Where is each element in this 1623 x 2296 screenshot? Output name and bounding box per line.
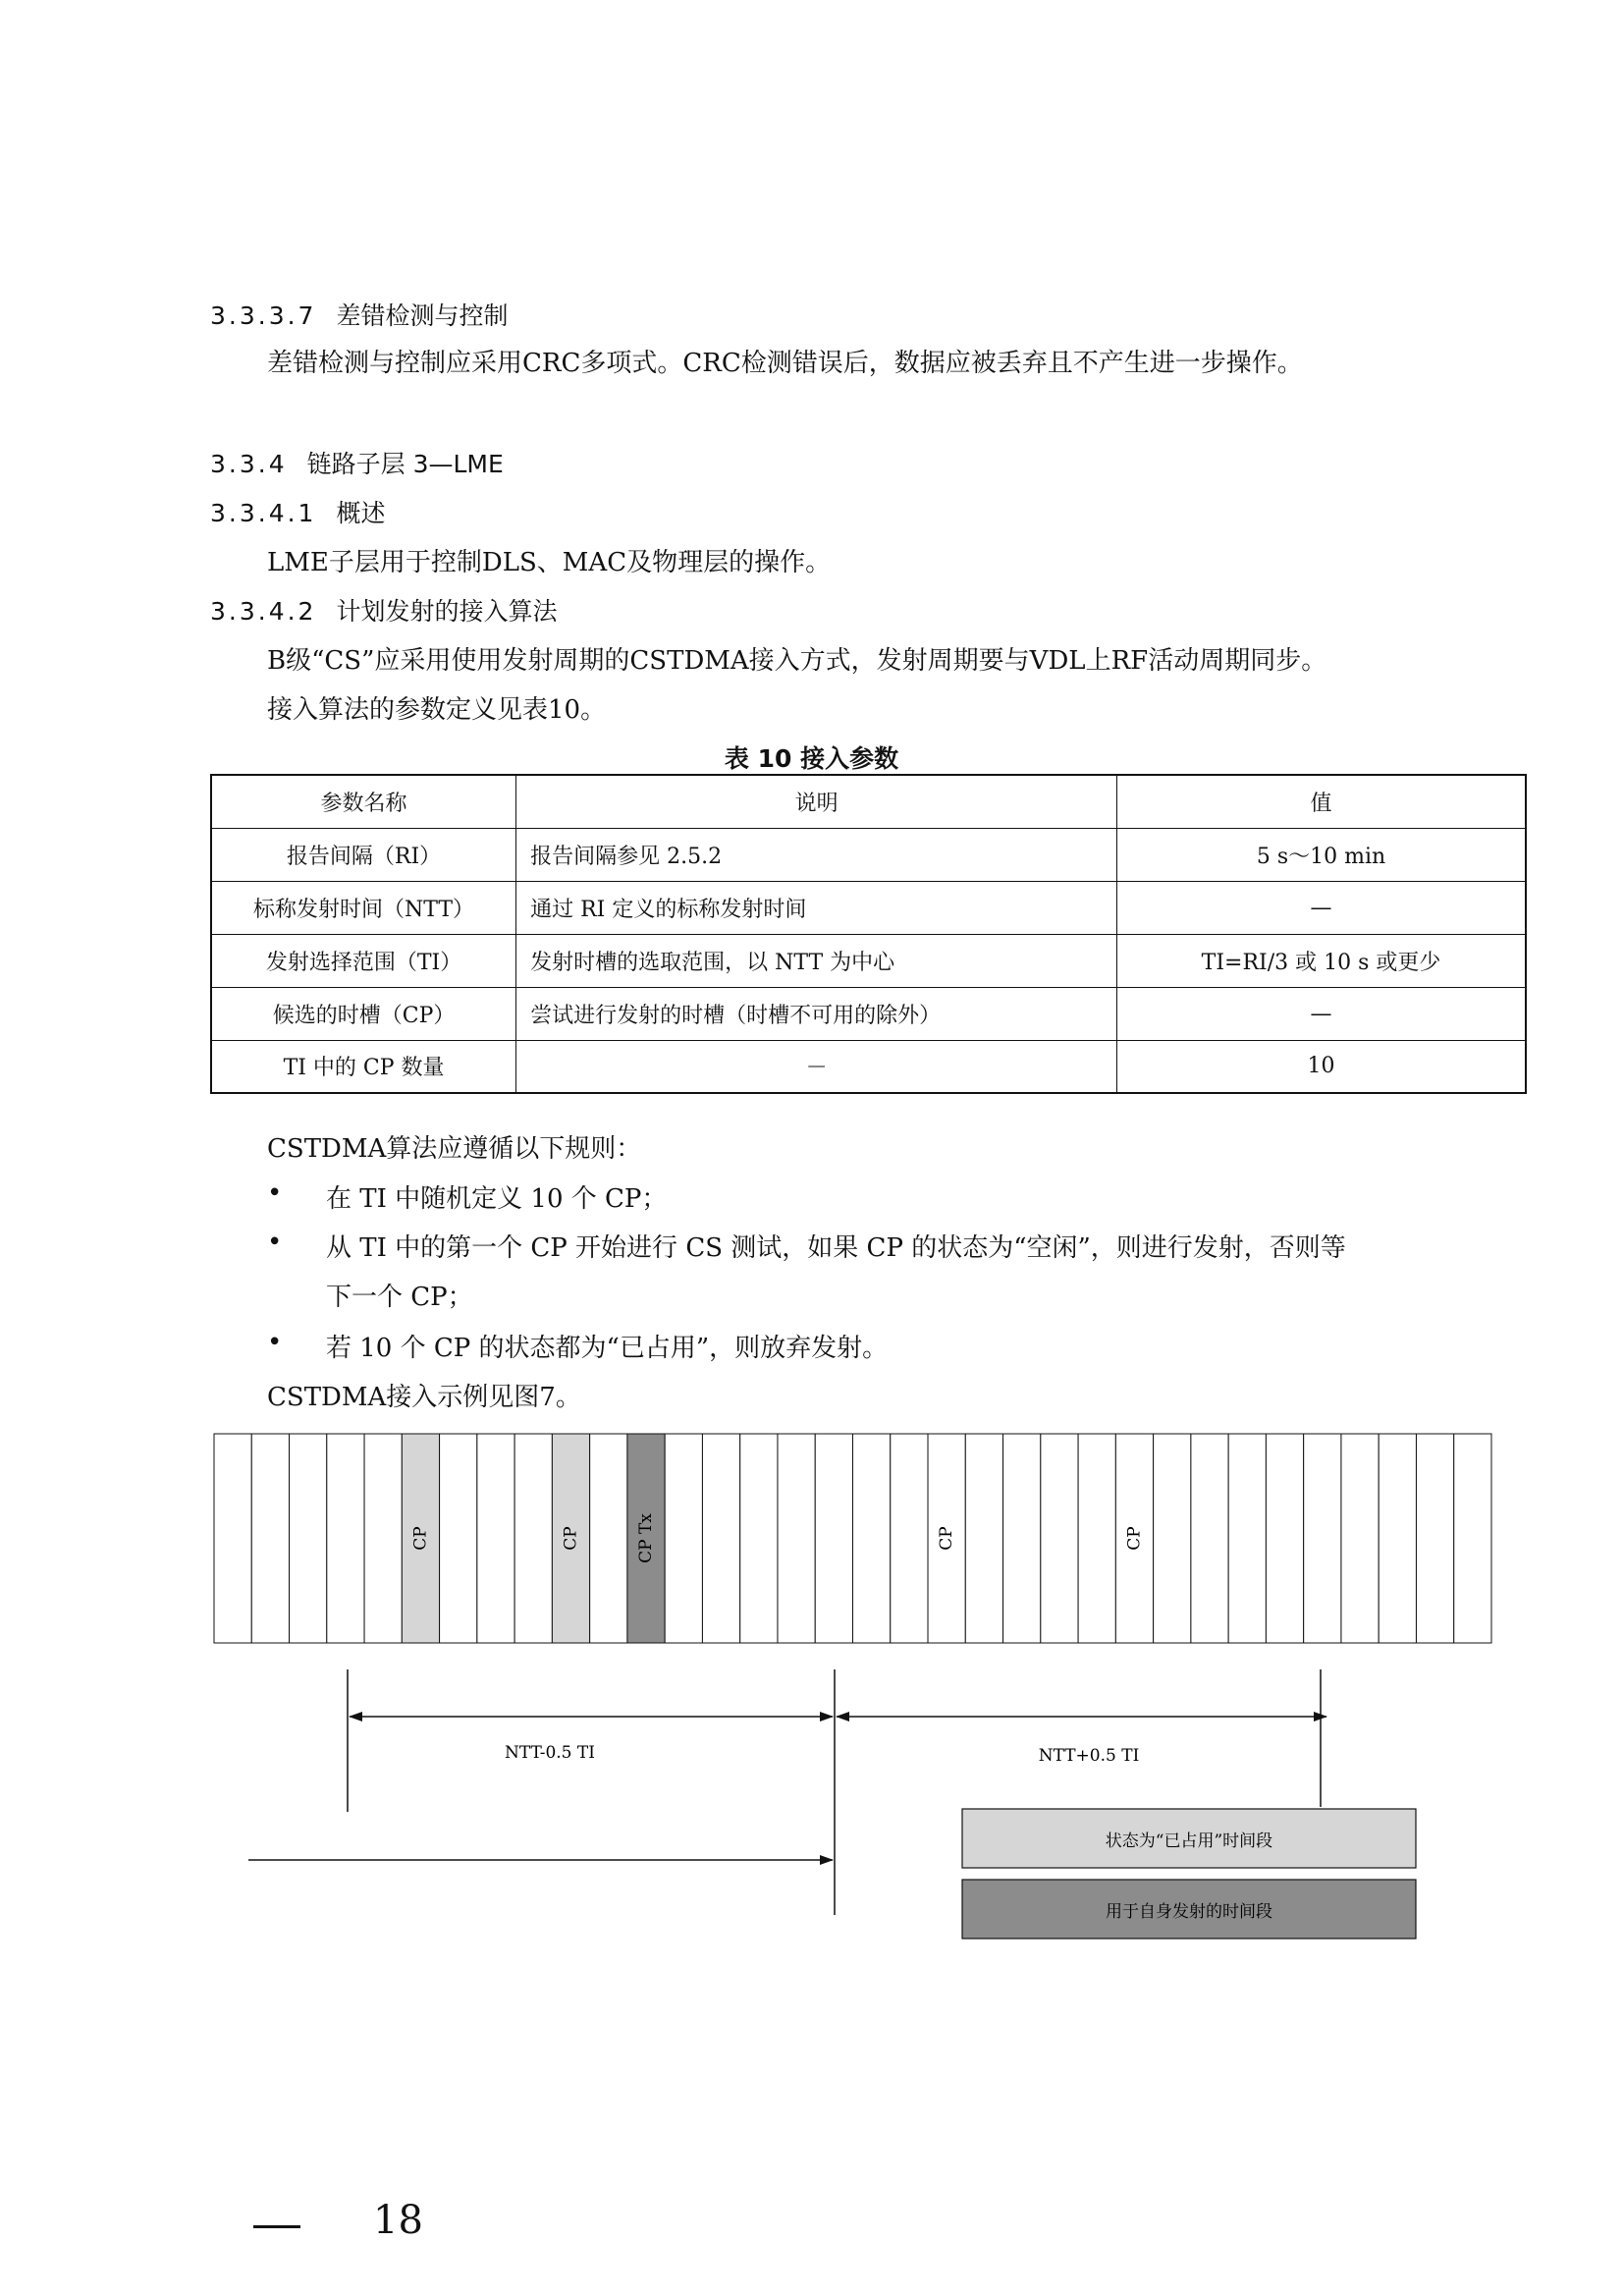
- table-cell: 标称发射时间（NTT）: [211, 881, 516, 934]
- header-cell: 说明: [516, 775, 1117, 828]
- time-slot: [477, 1434, 514, 1643]
- time-slot: [1304, 1434, 1341, 1643]
- slot-label: CP: [1124, 1526, 1145, 1551]
- time-slot-strip: [214, 1434, 1491, 1643]
- time-slot: [1341, 1434, 1379, 1643]
- time-slot: [853, 1434, 891, 1643]
- time-slot: [1191, 1434, 1228, 1643]
- table-cell: －: [516, 1040, 1117, 1093]
- paragraph-cstdma-access: B级“CS”应采用使用发射周期的CSTDMA接入方式，发射周期要与VDL上RF活动周期同步。: [267, 646, 1327, 676]
- table-cell: TI=RI/3 或 10 s 或更少: [1117, 934, 1526, 987]
- header-cell: 参数名称: [211, 775, 516, 828]
- time-slot: [1266, 1434, 1303, 1643]
- section-title: 差错检测与控制: [336, 301, 509, 330]
- time-slot: [364, 1434, 402, 1643]
- time-slot: [702, 1434, 739, 1643]
- header-cell: 值: [1117, 775, 1526, 828]
- legend-occupied-label: 状态为“已占用”时间段: [1105, 1831, 1273, 1851]
- section-title: 计划发射的接入算法: [336, 597, 558, 626]
- rule-item: 在 TI 中随机定义 10 个 CP；: [326, 1184, 668, 1214]
- page-number: 18: [373, 2198, 423, 2243]
- table-cell: 10: [1117, 1040, 1526, 1093]
- time-slot: [891, 1434, 928, 1643]
- table-cell: 发射选择范围（TI）: [211, 934, 516, 987]
- time-slot: [815, 1434, 852, 1643]
- time-slot: [251, 1434, 289, 1643]
- time-slot: [1041, 1434, 1078, 1643]
- table-cell: 候选的时槽（CP）: [211, 987, 516, 1040]
- time-slot: [1154, 1434, 1191, 1643]
- table-cell: TI 中的 CP 数量: [211, 1040, 516, 1093]
- bullet-marker: •: [267, 1328, 283, 1357]
- table-caption: 表 10 接入参数: [724, 744, 899, 773]
- rule-item: 若 10 个 CP 的状态都为“已占用”，则放弃发射。: [326, 1334, 889, 1363]
- time-slot: [214, 1434, 251, 1643]
- ntt-plus-label: NTT+0.5 TI: [1038, 1746, 1140, 1766]
- slot-label: CP: [937, 1526, 957, 1551]
- paragraph-lme-overview: LME子层用于控制DLS、MAC及物理层的操作。: [267, 548, 832, 577]
- section-title: 概述: [336, 499, 386, 527]
- time-slot: [1416, 1434, 1453, 1643]
- section-number: 3.3.4.2: [210, 597, 317, 626]
- time-slot: [778, 1434, 815, 1643]
- table-cell: 尝试进行发射的时槽（时槽不可用的除外）: [516, 987, 1117, 1040]
- section-number: 3.3.3.7: [210, 301, 317, 330]
- time-slot: [1003, 1434, 1041, 1643]
- paragraph-error-control: 差错检测与控制应采用CRC多项式。CRC检测错误后，数据应被丢弃且不产生进一步操作。: [267, 349, 1303, 378]
- slot-label: CP: [410, 1526, 431, 1551]
- table-cell: 5 s～10 min: [1117, 828, 1526, 881]
- rule-item-continuation: 下一个 CP；: [326, 1283, 473, 1312]
- time-slot: [1379, 1434, 1416, 1643]
- bullet-marker: •: [267, 1178, 283, 1208]
- rule-item: 从 TI 中的第一个 CP 开始进行 CS 测试，如果 CP 的状态为“空闲”，则进行发射，否则等: [326, 1233, 1346, 1263]
- table-cell: —: [1117, 881, 1526, 934]
- footer-dash: [253, 2225, 300, 2228]
- section-title: 链路子层 3—LME: [306, 450, 504, 478]
- paragraph-table-ref: 接入算法的参数定义见表10。: [267, 695, 607, 725]
- bullet-marker: •: [267, 1228, 283, 1257]
- time-slot: [590, 1434, 627, 1643]
- time-slot: [290, 1434, 327, 1643]
- table-cell: 报告间隔（RI）: [211, 828, 516, 881]
- slot-label: CP Tx: [636, 1513, 657, 1563]
- time-slot: [327, 1434, 364, 1643]
- legend-own-label: 用于自身发射的时间段: [1106, 1902, 1272, 1922]
- figure-reference: CSTDMA接入示例见图7。: [267, 1383, 581, 1412]
- time-slot: [1228, 1434, 1266, 1643]
- section-number: 3.3.4: [210, 450, 288, 478]
- time-slot: [665, 1434, 702, 1643]
- time-slot: [1078, 1434, 1115, 1643]
- time-slot: [740, 1434, 778, 1643]
- table-cell: 发射时槽的选取范围，以 NTT 为中心: [516, 934, 1117, 987]
- table-cell: 报告间隔参见 2.5.2: [516, 828, 1117, 881]
- time-slot: [440, 1434, 477, 1643]
- table-cell: —: [1117, 987, 1526, 1040]
- time-slot: [514, 1434, 552, 1643]
- slot-label: CP: [561, 1526, 581, 1551]
- ntt-minus-label: NTT-0.5 TI: [505, 1743, 595, 1763]
- table-cell: 通过 RI 定义的标称发射时间: [516, 881, 1117, 934]
- time-slot: [965, 1434, 1002, 1643]
- section-number: 3.3.4.1: [210, 499, 317, 527]
- time-slot: [1454, 1434, 1491, 1643]
- rules-intro: CSTDMA算法应遵循以下规则：: [267, 1134, 642, 1164]
